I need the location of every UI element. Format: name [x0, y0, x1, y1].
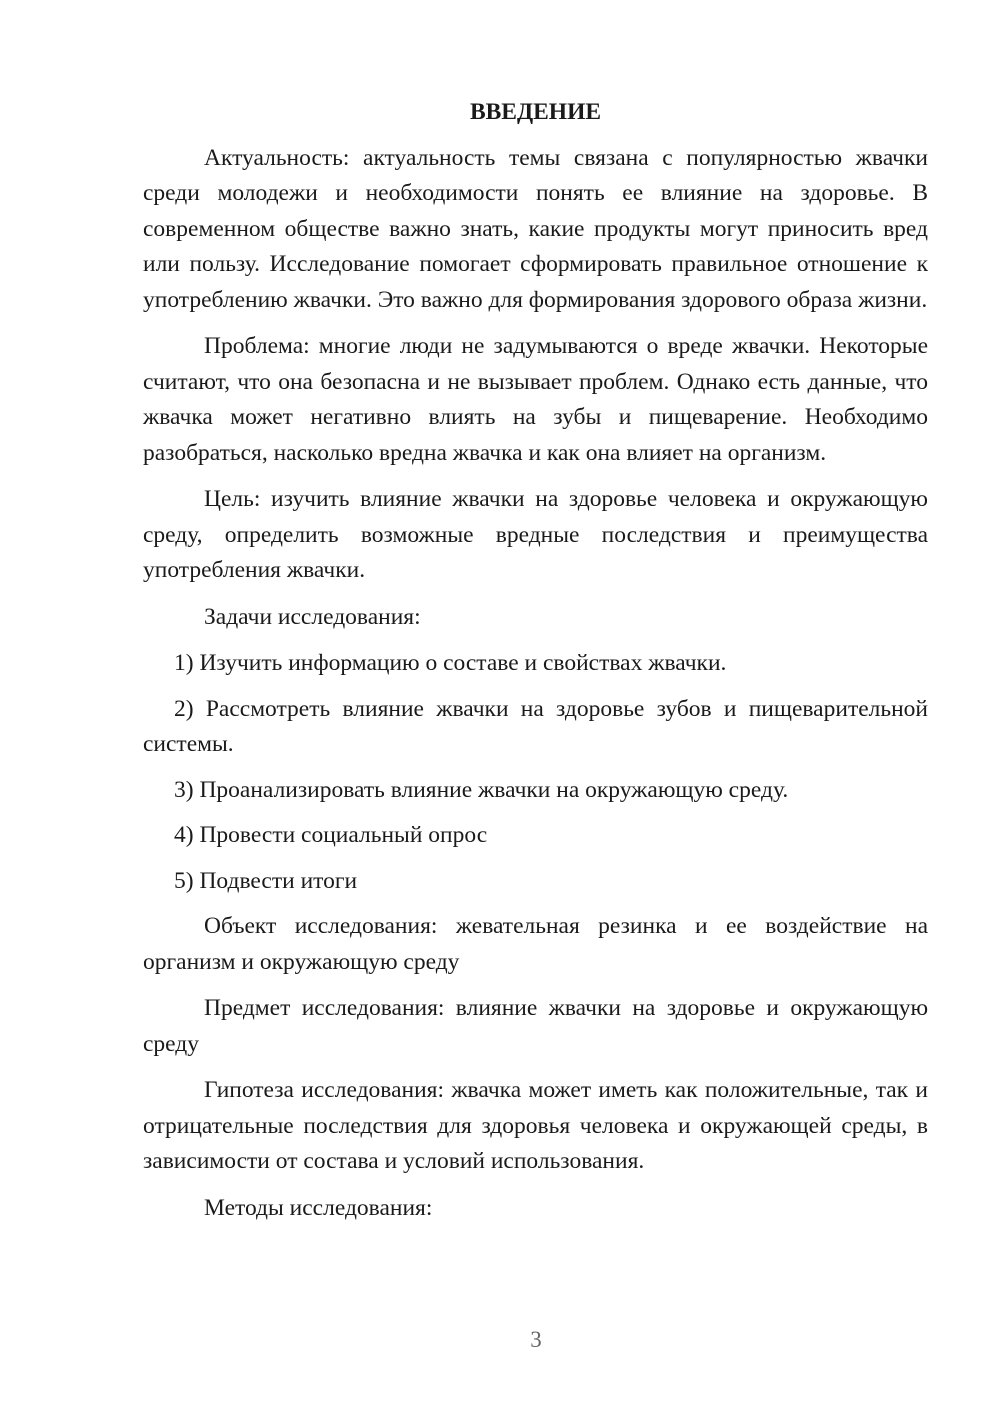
paragraph-methods: Методы исследования: [204, 1194, 433, 1221]
page-number: 3 [530, 1327, 542, 1352]
paragraph-subject: Предмет исследования: влияние жвачки на здоровье и окружающую среду [143, 995, 928, 1057]
task-item-1: 1) Изучить информацию о составе и свойствах жвачки. [174, 650, 727, 676]
document-page [143, 95, 928, 1237]
paragraph-tasks-heading: Задачи исследования: [204, 603, 421, 630]
task-item-3: 3) Проанализировать влияние жвачки на окружающую среду. [174, 776, 789, 803]
paragraph-goal: Цель: изучить влияние жвачки на здоровье человека и окружающую среду, определить возможные вредные последствия и преимущества употребления жвачки. [143, 486, 928, 583]
section-title: ВВЕДЕНИЕ [469, 99, 602, 125]
paragraph-object: Объект исследования: жевательная резинка и ее воздействие на организм и окружающую среду [143, 913, 928, 975]
task-item-2: 2) Рассмотреть влияние жвачки на здоровье зубов и пищеварительной системы. [143, 695, 928, 757]
paragraph-problem: Проблема: многие люди не задумываются о вреде жвачки. Некоторые считают, что она безопасна и не вызывает проблем. Однако есть данные, что жвачка может негативно влиять на зубы и пищеварение. Необходимо разобраться, насколько вредна жвачка и как она влияет на организм. [143, 333, 928, 466]
task-item-5: 5) Подвести итоги [174, 867, 358, 894]
paragraph-relevance: Актуальность: актуальность темы связана с популярностью жвачки среди молодежи и необходимости понять ее влияние на здоровье. В современном обществе важно знать, какие продукты могут приносить вред или пользу. Исследование помогает сформировать правильное отношение к употреблению жвачки. Это важно для формирования здорового образа жизни. [143, 144, 928, 313]
paragraph-hypothesis: Гипотеза исследования: жвачка может иметь как положительные, так и отрицательные последствия для здоровья человека и окружающей среды, в зависимости от состава и условий использования. [143, 1077, 928, 1174]
task-item-4: 4) Провести социальный опрос [174, 822, 488, 848]
